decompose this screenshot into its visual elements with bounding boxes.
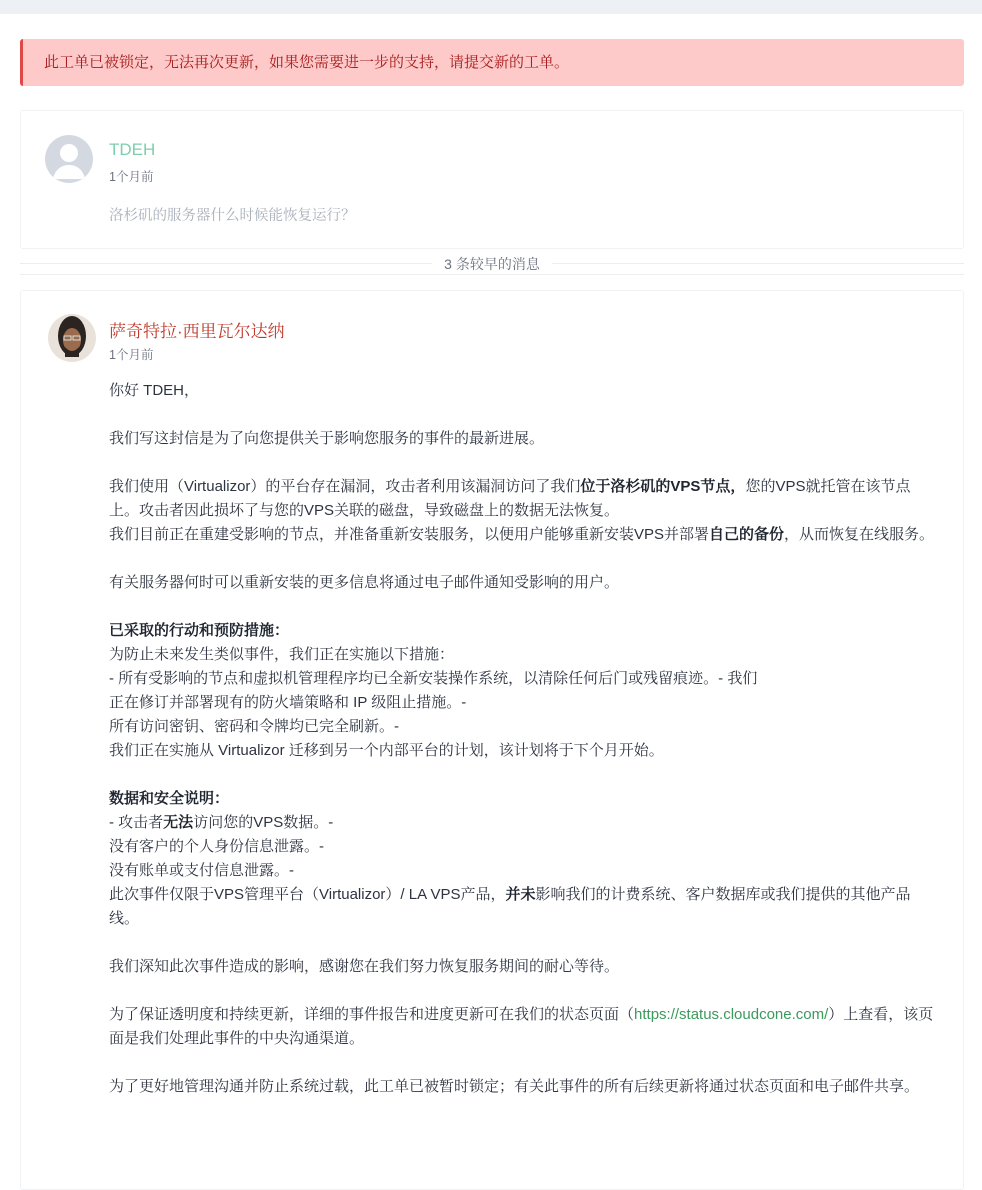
paragraph: 为了更好地管理沟通并防止系统过载，此工单已被暂时锁定；有关此事件的所有后续更新将通过状态页面和电子邮件共享。 [109, 1078, 920, 1095]
timestamp: 1个月前 [109, 170, 154, 184]
reply-body [109, 379, 939, 1123]
paragraph: 我们使用（Virtualizor）的平台存在漏洞，攻击者利用该漏洞访问了我们位于洛杉矶的VPS节点，您的VPS就托管在该节点上。攻击者因此损坏了与您的VPS关联的磁盘，导致磁盘上的数据无法恢复。 我们目前正在重建受影响的节点，并准备重新安装服务，以便用户能够重新安装VPS并部署自己的备份，从而恢复在线服务。 [109, 478, 935, 543]
author-name: 萨奇特拉·西里瓦尔达纳 [109, 322, 285, 341]
security-section: 数据和安全说明： - 攻击者无法访问您的VPS数据。- 没有客户的个人身份信息泄露。- 没有账单或支付信息泄露。- 此次事件仅限于VPS管理平台（Virtualizor）/ LA VPS产品，并未影响我们的计费系统、客户数据库或我们提供的其他产品线。 [109, 790, 911, 927]
timestamp: 1个月前 [109, 348, 154, 362]
earlier-messages-label[interactable]: 3 条较早的消息 [432, 258, 552, 270]
paragraph: 我们深知此次事件造成的影响，感谢您在我们努力恢复服务期间的耐心等待。 [109, 958, 620, 975]
default-avatar-icon [45, 135, 93, 183]
staff-reply [20, 290, 964, 1190]
staff-avatar [48, 314, 96, 362]
locked-alert: 此工单已被锁定，无法再次更新，如果您需要进一步的支持，请提交新的工单。 [20, 39, 964, 86]
paragraph: 我们写这封信是为了向您提供关于影响您服务的事件的最新进展。 [109, 430, 545, 447]
customer-message [20, 110, 964, 249]
message-text: 洛杉矶的服务器什么时候能恢复运行？ [109, 208, 356, 224]
greeting: 你好 TDEH， [109, 382, 200, 399]
section-heading: 数据和安全说明： [109, 790, 230, 807]
actions-section: 已采取的行动和预防措施： 为防止未来发生类似事件，我们正在实施以下措施： - 所有受影响的节点和虚拟机管理程序均已全新安装操作系统，以清除任何后门或残留痕迹。- 我们 正在修订并部署现有的防火墙策略和 IP 级阻止措施。- 所有访问密钥、密码和令牌均已完全刷新。- 我们正在实施从 Virtualizor 迁移到另一个内部平台的计划，该计划将于下个月开始。 [109, 622, 758, 759]
paragraph: 为了保证透明度和持续更新，详细的事件报告和进度更新可在我们的状态页面（https://status.cloudcone.com/）上查看，该页面是我们处理此事件的中央沟通渠道。 [109, 1006, 934, 1047]
author-name: TDEH [109, 140, 156, 159]
top-bar [0, 0, 982, 14]
paragraph: 有关服务器何时可以重新安装的更多信息将通过电子邮件通知受影响的用户。 [109, 574, 620, 591]
earlier-messages-divider[interactable] [20, 256, 964, 275]
section-heading: 已采取的行动和预防措施： [109, 622, 290, 639]
status-page-link[interactable]: https://status.cloudcone.com/ [634, 1006, 829, 1023]
